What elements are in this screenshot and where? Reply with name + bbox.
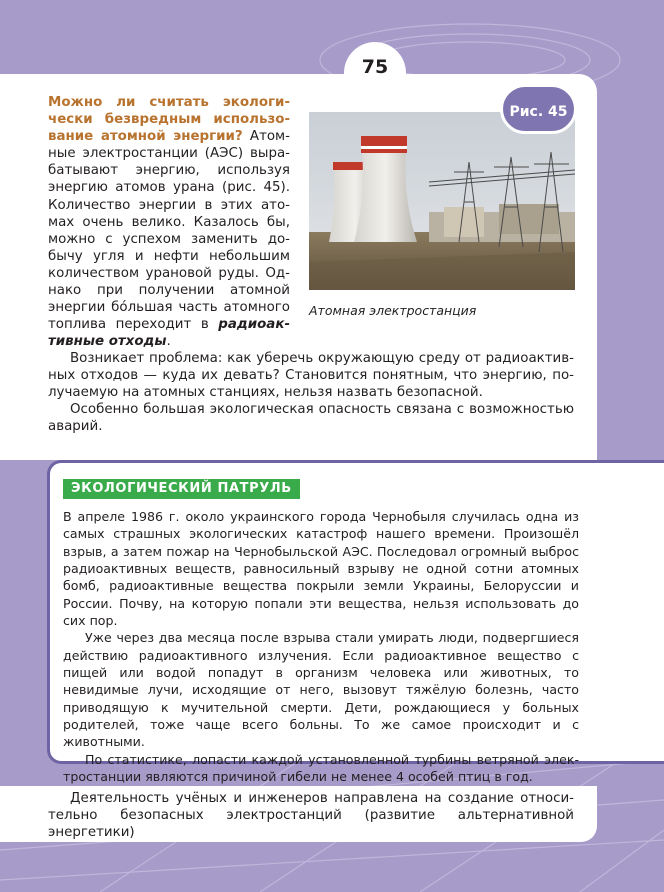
question-body: Атомные электростанции (АЭС) вырабатывают энергию, используя энергию атомов урана (рис. 45). Количество энергии в этих атомах очень велико. Казалось бы, можно с успехом заменить добычу угля и нефти небольшим количеством урановой руды. Однако при получении атомной энергии бо́льшая часть атомного топлива переходит в bbox=[48, 129, 291, 333]
figure-badge: Рис. 45 bbox=[500, 84, 577, 134]
question-paragraph bbox=[48, 94, 290, 350]
patrol-paragraph: По статистике, лопасти каждой установленной турбины ветряной электростанции являются причиной гибели не менее 4 особей птиц в год. bbox=[63, 751, 579, 785]
page-number-tab bbox=[344, 42, 406, 98]
body-paragraph: Возникает проблема: как уберечь окружающую среду от радиоактивных отходов — куда их девать? Становится понятным, что энергию, получаемую на атомных станциях, нельзя назвать безопасной. bbox=[48, 351, 574, 401]
radioactive-waste-term: радиоактивные отходы bbox=[48, 317, 290, 350]
nuclear-plant-photo bbox=[309, 112, 575, 290]
eco-patrol-text bbox=[63, 508, 579, 786]
bottom-paragraph: Деятельность учёных и инженеров направлена на создание относительно безопасных электростанций (развитие альтернативной энергетики) bbox=[48, 791, 574, 841]
page-number: 75 bbox=[361, 56, 389, 78]
eco-patrol-title: ЭКОЛОГИЧЕСКИЙ ПАТРУЛЬ bbox=[63, 479, 300, 499]
body-paragraph: Особенно большая экологическая опасность связана с возможностью аварий. bbox=[48, 402, 574, 435]
patrol-paragraph: В апреле 1986 г. около украинского города Чернобыля случилась одна из самых страшных экологических катастроф нашего времени. Произошёл взрыв, а затем пожар на Чернобыльской АЭС. Последовал огромный выброс радиоактивных веществ, равносильный взрыву не одной сотни атомных бомб, радиоактивные вещества покрыли земли Украины, Белоруссии и России. Почву, на которую попали эти вещества, нельзя использовать до сих пор. bbox=[63, 509, 579, 629]
figure-caption: Атомная электростанция bbox=[309, 303, 477, 318]
question-heading: Можно ли считать экологически безвредным использование атомной энергии? bbox=[48, 95, 290, 145]
patrol-paragraph: Уже через два месяца после взрыва стали умирать люди, подвергшиеся действию радиоактивного излучения. Если радиоактивное вещество с пищей или водой попадут в организм человека или животных, то невидимые лучи, исходящие от него, вызовут тяжёлую болезнь, часто приводящую к мучительной смерти. Дети, рождающиеся у больных родителей, тоже чаще всего больны. То же самое происходит и с животными. bbox=[63, 630, 579, 750]
question-end: . bbox=[166, 334, 171, 350]
